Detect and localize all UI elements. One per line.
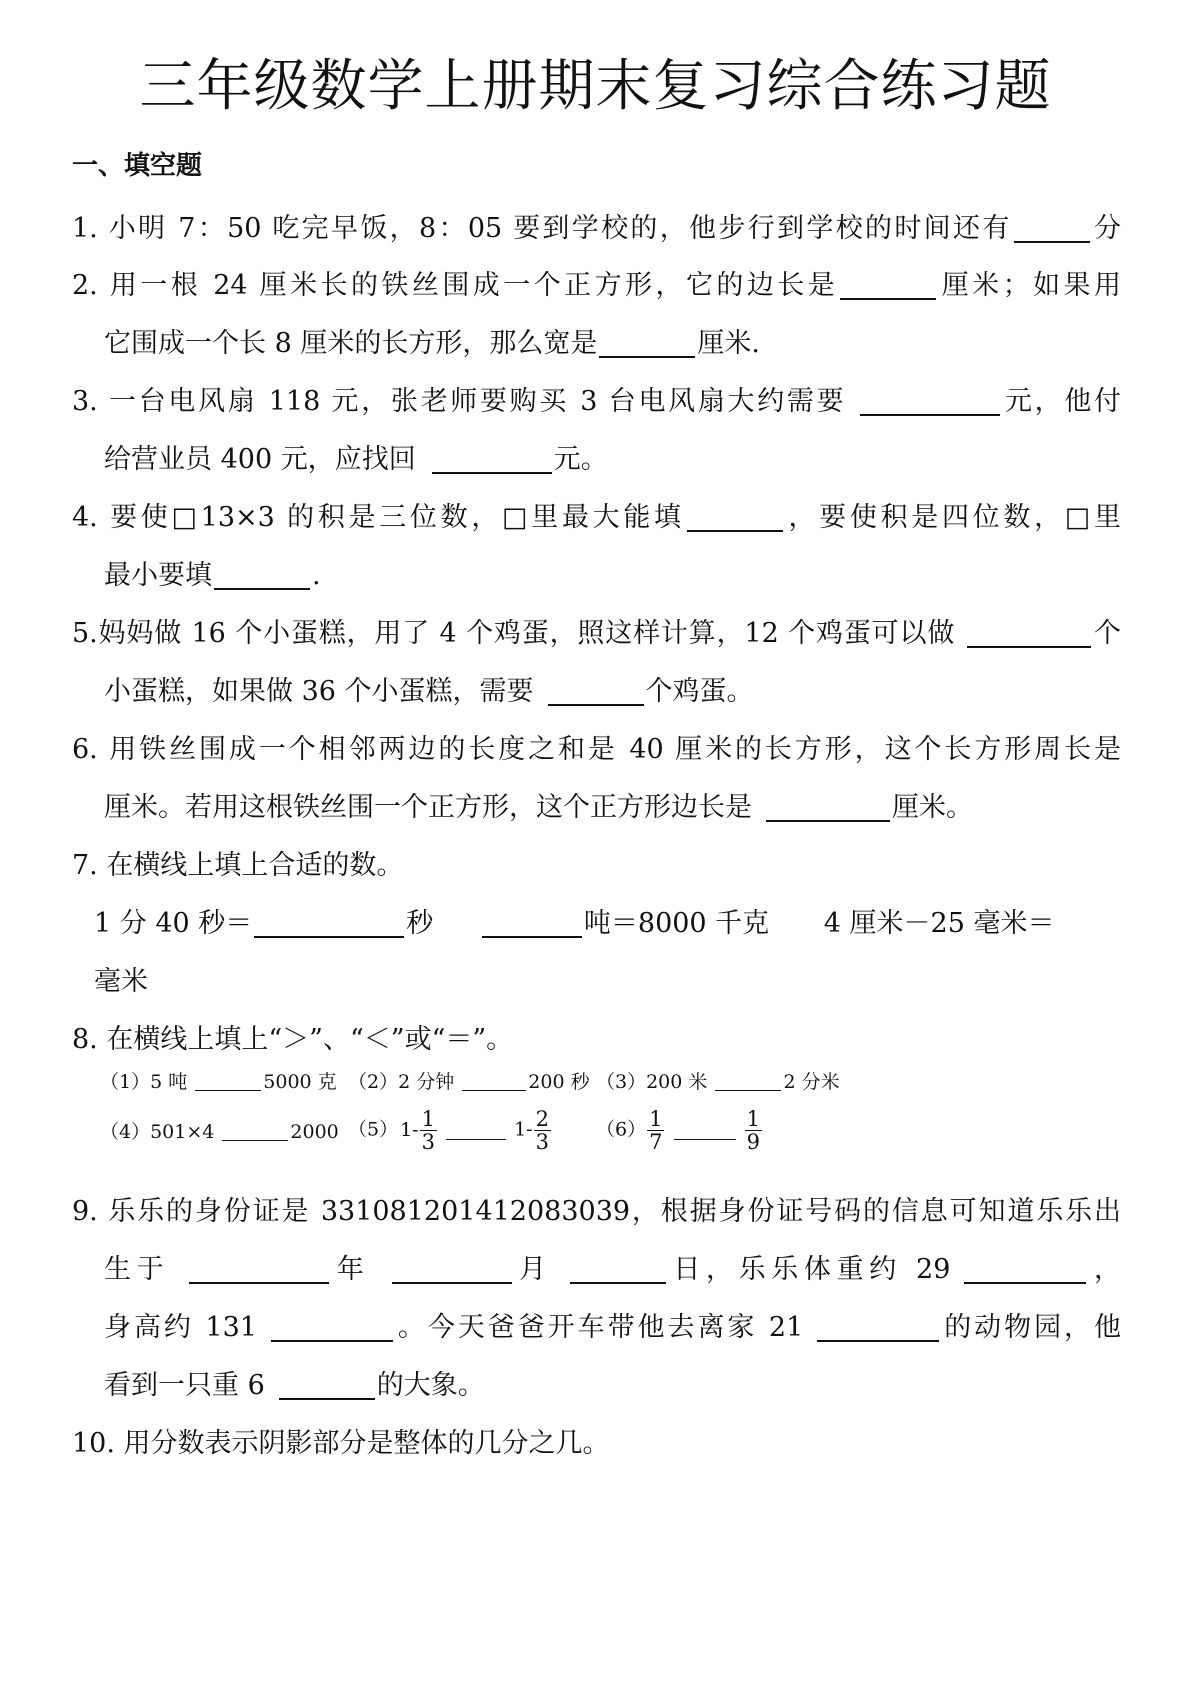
question-text: 它围成一个长 8 厘米的长方形，那么宽是	[104, 328, 598, 359]
numerator: 1	[421, 1107, 435, 1131]
answer-blank[interactable]	[674, 1121, 736, 1140]
question-6-line-1	[72, 730, 1121, 770]
question-number: 10.	[72, 1428, 115, 1459]
answer-blank[interactable]	[254, 910, 404, 938]
section-title: 一、填空题	[72, 151, 203, 181]
question-text: ，	[1088, 1254, 1122, 1285]
question-text: 妈妈做 16 个小蛋糕，用了 4 个鸡蛋，照这样计算，12 个鸡蛋可以做	[97, 618, 956, 649]
question-text: 小蛋糕，如果做 36 个小蛋糕，需要	[104, 676, 534, 707]
answer-blank[interactable]	[482, 910, 582, 938]
answer-blank[interactable]	[392, 1256, 512, 1284]
question-number: 5.	[72, 618, 98, 649]
question-text: 个	[1093, 618, 1122, 649]
question-number: 8.	[72, 1024, 98, 1055]
item-right: 2000	[290, 1121, 339, 1143]
question-6-line-2	[104, 788, 973, 828]
comparison-item-4	[100, 1118, 339, 1146]
question-text: 看到一只重 6	[104, 1370, 265, 1401]
item-left: （2）2 分钟	[348, 1071, 455, 1093]
comparison-item-1	[100, 1068, 337, 1096]
question-text: 给营业员 400 元，应找回	[104, 444, 416, 475]
comparison-item-6	[596, 1108, 763, 1153]
question-number: 3.	[72, 386, 98, 417]
question-9-line-2	[104, 1250, 1121, 1290]
answer-blank[interactable]	[817, 1314, 939, 1342]
answer-blank[interactable]	[766, 794, 890, 822]
denominator: 3	[535, 1130, 549, 1154]
page-title: 三年级数学上册期末复习综合练习题	[139, 54, 1052, 119]
answer-blank[interactable]	[446, 1121, 506, 1140]
item-right: 200 秒	[528, 1071, 590, 1093]
answer-blank[interactable]	[964, 1256, 1086, 1284]
question-number: 4.	[72, 502, 98, 533]
question-text: 要使□13×3 的积是三位数，□里最大能填	[110, 502, 685, 533]
question-text: 厘米。	[892, 792, 973, 823]
question-7-line-3	[94, 962, 148, 1002]
question-text: 日，乐乐体重约 29	[667, 1254, 951, 1285]
question-text: 4 厘米－25 毫米＝	[823, 908, 1055, 939]
whole-number: 1-	[400, 1118, 419, 1141]
question-text: 元。	[553, 444, 608, 475]
question-text: 厘米；如果用	[938, 270, 1121, 301]
question-text: ，要使积是四位数，□里	[784, 502, 1121, 533]
denominator: 3	[421, 1130, 435, 1154]
answer-blank[interactable]	[1014, 215, 1090, 243]
question-text: 身高约 131	[104, 1312, 257, 1343]
question-9-line-3	[104, 1308, 1121, 1348]
comparison-item-2	[348, 1068, 590, 1096]
answer-blank[interactable]	[715, 1072, 781, 1091]
question-text: 用铁丝围成一个相邻两边的长度之和是 40 厘米的长方形，这个长方形周长是	[109, 734, 1121, 765]
question-8-line-1	[72, 1020, 513, 1060]
answer-blank[interactable]	[860, 388, 1000, 416]
answer-blank[interactable]	[548, 678, 644, 706]
question-text: 元，他付	[1002, 386, 1122, 417]
comparison-item-3	[596, 1068, 840, 1096]
question-3-line-2	[104, 440, 608, 480]
question-text: 的动物园，他	[941, 1312, 1121, 1343]
answer-blank[interactable]	[271, 1314, 393, 1342]
answer-blank[interactable]	[967, 620, 1091, 648]
question-9-line-1	[72, 1192, 1121, 1232]
question-text: 。今天爸爸开车带他去离家 21	[394, 1312, 804, 1343]
answer-blank[interactable]	[195, 1072, 261, 1091]
question-text: 生于	[104, 1254, 170, 1285]
question-text: 厘米。若用这根铁丝围一个正方形，这个正方形边长是	[104, 792, 752, 823]
question-text: 1 分 40 秒＝	[94, 908, 253, 939]
answer-blank[interactable]	[432, 446, 552, 474]
fraction	[745, 1108, 762, 1153]
question-text: 秒	[406, 908, 434, 939]
question-number: 7.	[72, 850, 98, 881]
item-left: （4）501×4	[100, 1121, 215, 1143]
question-number: 9.	[72, 1196, 98, 1227]
question-4-line-2	[104, 556, 321, 596]
question-text: 用分数表示阴影部分是整体的几分之几。	[123, 1428, 610, 1459]
question-text: 月	[513, 1254, 552, 1285]
denominator: 9	[746, 1130, 760, 1154]
question-text: 最小要填	[104, 560, 212, 591]
answer-blank[interactable]	[570, 1256, 666, 1284]
fraction	[420, 1108, 437, 1153]
question-text: 年	[331, 1254, 370, 1285]
question-9-line-4	[104, 1366, 485, 1406]
question-4-line-1	[72, 498, 1121, 538]
question-text: 用一根 24 厘米长的铁丝围成一个正方形，它的边长是	[109, 270, 839, 301]
fraction	[647, 1108, 664, 1153]
question-7-line-2	[94, 904, 1124, 944]
answer-blank[interactable]	[189, 1256, 329, 1284]
question-number: 6.	[72, 734, 98, 765]
item-left: （3）200 米	[596, 1071, 708, 1093]
denominator: 7	[649, 1130, 663, 1154]
item-left: （5）	[348, 1118, 399, 1141]
item-left: （6）	[596, 1118, 647, 1141]
question-7-line-1	[72, 846, 403, 886]
answer-blank[interactable]	[599, 330, 695, 358]
numerator: 1	[649, 1107, 663, 1131]
question-text: 小明 7：50 吃完早饭，8：05 要到学校的，他步行到学校的时间还有	[108, 213, 1012, 244]
question-text: 在横线上填上“＞”、“＜”或“＝”。	[106, 1024, 514, 1055]
question-text: 乐乐的身份证是 331081201412083039，根据身份证号码的信息可知道乐乐出	[108, 1196, 1121, 1227]
question-text: 分	[1091, 213, 1121, 244]
item-left: （1）5 吨	[100, 1071, 188, 1093]
question-text: 的大象。	[376, 1370, 485, 1401]
whole-number: 1-	[514, 1118, 533, 1141]
question-number: 1.	[72, 213, 98, 244]
numerator: 1	[746, 1107, 760, 1131]
question-1-line-1	[72, 209, 1121, 249]
question-text: 毫米	[94, 966, 148, 997]
question-text: 个鸡蛋。	[645, 676, 754, 707]
answer-blank[interactable]	[687, 504, 783, 532]
question-text: 在横线上填上合适的数。	[106, 850, 404, 881]
item-right: 2 分米	[783, 1071, 840, 1093]
question-5-line-1	[72, 614, 1121, 654]
question-text: 一台电风扇 118 元，张老师要购买 3 台电风扇大约需要	[109, 386, 847, 417]
question-2-line-2	[104, 324, 760, 364]
question-text: .	[312, 560, 321, 591]
answer-blank[interactable]	[279, 1372, 375, 1400]
question-3-line-1	[72, 382, 1121, 422]
numerator: 2	[535, 1107, 549, 1131]
fraction	[534, 1108, 551, 1153]
answer-blank[interactable]	[840, 272, 936, 300]
question-10-line-1	[72, 1424, 610, 1464]
question-2-line-1	[72, 266, 1121, 306]
answer-blank[interactable]	[462, 1072, 526, 1091]
answer-blank[interactable]	[222, 1122, 288, 1141]
item-right: 5000 克	[263, 1071, 337, 1093]
question-5-line-2	[104, 672, 754, 712]
question-text: 吨＝8000 千克	[583, 908, 770, 939]
comparison-item-5	[348, 1108, 552, 1153]
question-number: 2.	[72, 270, 98, 301]
question-text: 厘米.	[697, 328, 760, 359]
answer-blank[interactable]	[214, 562, 310, 590]
